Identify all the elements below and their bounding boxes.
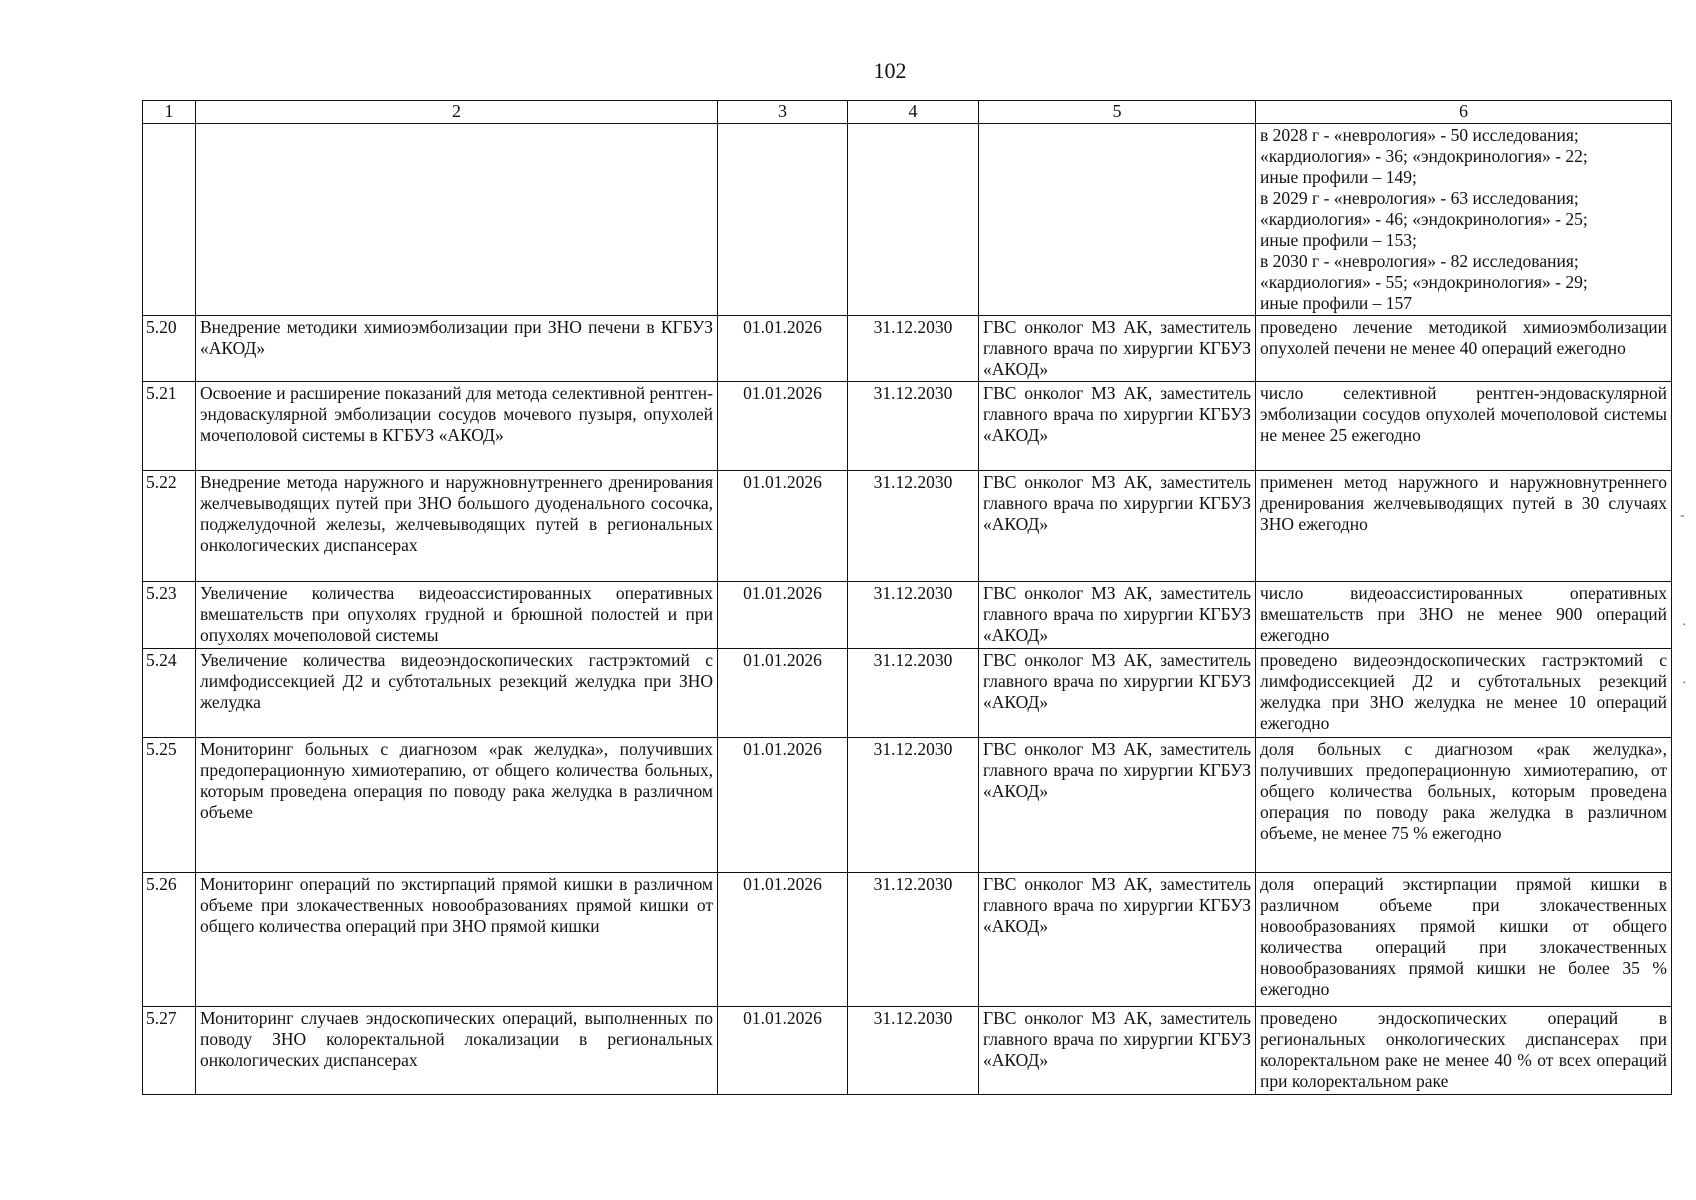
scan-speck: · [1682,676,1687,691]
continuation-start-cell [718,123,848,315]
continuation-row [143,123,1672,315]
row-action: Внедрение метода наружного и наружновнутреннего дренирования желчевыводящих путей при ЗНО большого дуоденального сосочка, поджелудочной железы, желчевыводящих путей в региональных онкологических диспансерах [196,470,718,581]
row-number: 5.26 [143,872,196,1006]
header-row [143,101,1672,124]
continuation-line: «кардиология» - 55; «эндокринология» - 29; [1260,271,1588,292]
row-action: Увеличение количества видеоэндоскопических гастрэктомий с лимфодиссекцией Д2 и субтотальных резекций желудка при ЗНО желудка [196,648,718,737]
row-end-date: 31.12.2030 [848,581,979,648]
row-responsible: ГВС онколог МЗ АК, заместитель главного врача по хирургии КГБУЗ «АКОД» [979,381,1256,470]
row-end-date: 31.12.2030 [848,872,979,1006]
row-responsible: ГВС онколог МЗ АК, заместитель главного врача по хирургии КГБУЗ «АКОД» [979,737,1256,872]
row-result: проведено видеоэндоскопических гастрэктомий с лимфодиссекцией Д2 и субтотальных резекций желудка при ЗНО желудка не менее 10 операций ежегодно [1256,648,1672,737]
row-number: 5.20 [143,315,196,381]
row-start-date: 01.01.2026 [718,381,848,470]
row-result: число видеоассистированных оперативных вмешательств при ЗНО не менее 900 операций ежегодно [1256,581,1672,648]
header-col-6: 6 [1256,101,1672,124]
row-action: Мониторинг операций по экстирпаций прямой кишки в различном объеме при злокачественных новообразованиях прямой кишки от общего количества операций при ЗНО прямой кишки [196,872,718,1006]
row-start-date: 01.01.2026 [718,737,848,872]
row-start-date: 01.01.2026 [718,581,848,648]
row-responsible: ГВС онколог МЗ АК, заместитель главного врача по хирургии КГБУЗ «АКОД» [979,1006,1256,1094]
row-action: Освоение и расширение показаний для метода селективной рентген-эндоваскулярной эмболизации сосудов мочевого пузыря, опухолей мочеполовой системы в КГБУЗ «АКОД» [196,381,718,470]
row-number: 5.21 [143,381,196,470]
continuation-line: в 2029 г - «неврология» - 63 исследования; [1260,187,1579,208]
continuation-end-cell [848,123,979,315]
row-number: 5.25 [143,737,196,872]
table-row [143,648,1672,737]
row-end-date: 31.12.2030 [848,315,979,381]
header-col-5: 5 [979,101,1256,124]
continuation-line: «кардиология» - 36; «эндокринология» - 22; [1260,145,1588,166]
continuation-line: иные профили – 153; [1260,229,1417,250]
row-number: 5.24 [143,648,196,737]
plan-table [142,100,1672,1095]
continuation-line: иные профили – 157 [1260,292,1413,313]
row-number: 5.27 [143,1006,196,1094]
row-end-date: 31.12.2030 [848,1006,979,1094]
row-responsible: ГВС онколог МЗ АК, заместитель главного врача по хирургии КГБУЗ «АКОД» [979,872,1256,1006]
row-start-date: 01.01.2026 [718,315,848,381]
row-result: применен метод наружного и наружновнутреннего дренирования желчевыводящих путей в 30 случаях ЗНО ежегодно [1256,470,1672,581]
row-number: 5.22 [143,470,196,581]
continuation-num-cell [143,123,196,315]
scan-speck: - [1680,508,1685,523]
continuation-line: «кардиология» - 46; «эндокринология» - 25; [1260,208,1588,229]
table-row [143,581,1672,648]
table-row [143,381,1672,470]
row-responsible: ГВС онколог МЗ АК, заместитель главного врача по хирургии КГБУЗ «АКОД» [979,470,1256,581]
row-action: Мониторинг больных с диагнозом «рак желудка», получивших предоперационную химиотерапию, от общего количества больных, которым проведена операция по поводу рака желудка в различном объеме [196,737,718,872]
header-col-4: 4 [848,101,979,124]
row-end-date: 31.12.2030 [848,737,979,872]
row-end-date: 31.12.2030 [848,470,979,581]
table-row [143,1006,1672,1094]
table-row [143,737,1672,872]
row-action: Увеличение количества видеоассистированных оперативных вмешательств при опухолях грудной и брюшной полостей и при опухолях мочеполовой системы [196,581,718,648]
row-start-date: 01.01.2026 [718,648,848,737]
row-result: проведено лечение методикой химиоэмболизации опухолей печени не менее 40 операций ежегодно [1256,315,1672,381]
table-row [143,470,1672,581]
continuation-line: в 2028 г - «неврология» - 50 исследования; [1260,124,1579,145]
row-result: доля больных с диагнозом «рак желудка», получивших предоперационную химиотерапию, от общего количества больных, которым проведена операция по поводу рака желудка в различном объеме, не менее 75 % ежегодно [1256,737,1672,872]
header-col-2: 2 [196,101,718,124]
row-start-date: 01.01.2026 [718,470,848,581]
plan-table-container [142,100,1672,1095]
continuation-responsible-cell [979,123,1256,315]
row-result: доля операций экстирпации прямой кишки в различном объеме при злокачественных новообразованиях прямой кишки от общего количества операций при злокачественных новообразованиях прямой кишки не более 35 % ежегодно [1256,872,1672,1006]
row-result: число селективной рентген-эндоваскулярной эмболизации сосудов опухолей мочеполовой системы не менее 25 ежегодно [1256,381,1672,470]
row-start-date: 01.01.2026 [718,1006,848,1094]
row-responsible: ГВС онколог МЗ АК, заместитель главного врача по хирургии КГБУЗ «АКОД» [979,648,1256,737]
page-number: 102 [873,58,907,83]
table-row [143,872,1672,1006]
row-responsible: ГВС онколог МЗ АК, заместитель главного врача по хирургии КГБУЗ «АКОД» [979,581,1256,648]
row-start-date: 01.01.2026 [718,872,848,1006]
row-result: проведено эндоскопических операций в региональных онкологических диспансерах при колоректальном раке не менее 40 % от всех операций при колоректальном раке [1256,1006,1672,1094]
continuation-action-cell [196,123,718,315]
row-number: 5.23 [143,581,196,648]
continuation-result-cell [1256,123,1672,315]
header-col-1: 1 [143,101,196,124]
table-row [143,315,1672,381]
continuation-line: иные профили – 149; [1260,166,1417,187]
row-action: Мониторинг случаев эндоскопических операций, выполненных по поводу ЗНО колоректальной локализации в региональных онкологических диспансерах [196,1006,718,1094]
row-action: Внедрение методики химиоэмболизации при ЗНО печени в КГБУЗ «АКОД» [196,315,718,381]
row-end-date: 31.12.2030 [848,648,979,737]
header-col-3: 3 [718,101,848,124]
row-end-date: 31.12.2030 [848,381,979,470]
continuation-line: в 2030 г - «неврология» - 82 исследования; [1260,250,1579,271]
row-responsible: ГВС онколог МЗ АК, заместитель главного врача по хирургии КГБУЗ «АКОД» [979,315,1256,381]
scan-speck: · [1682,618,1687,633]
